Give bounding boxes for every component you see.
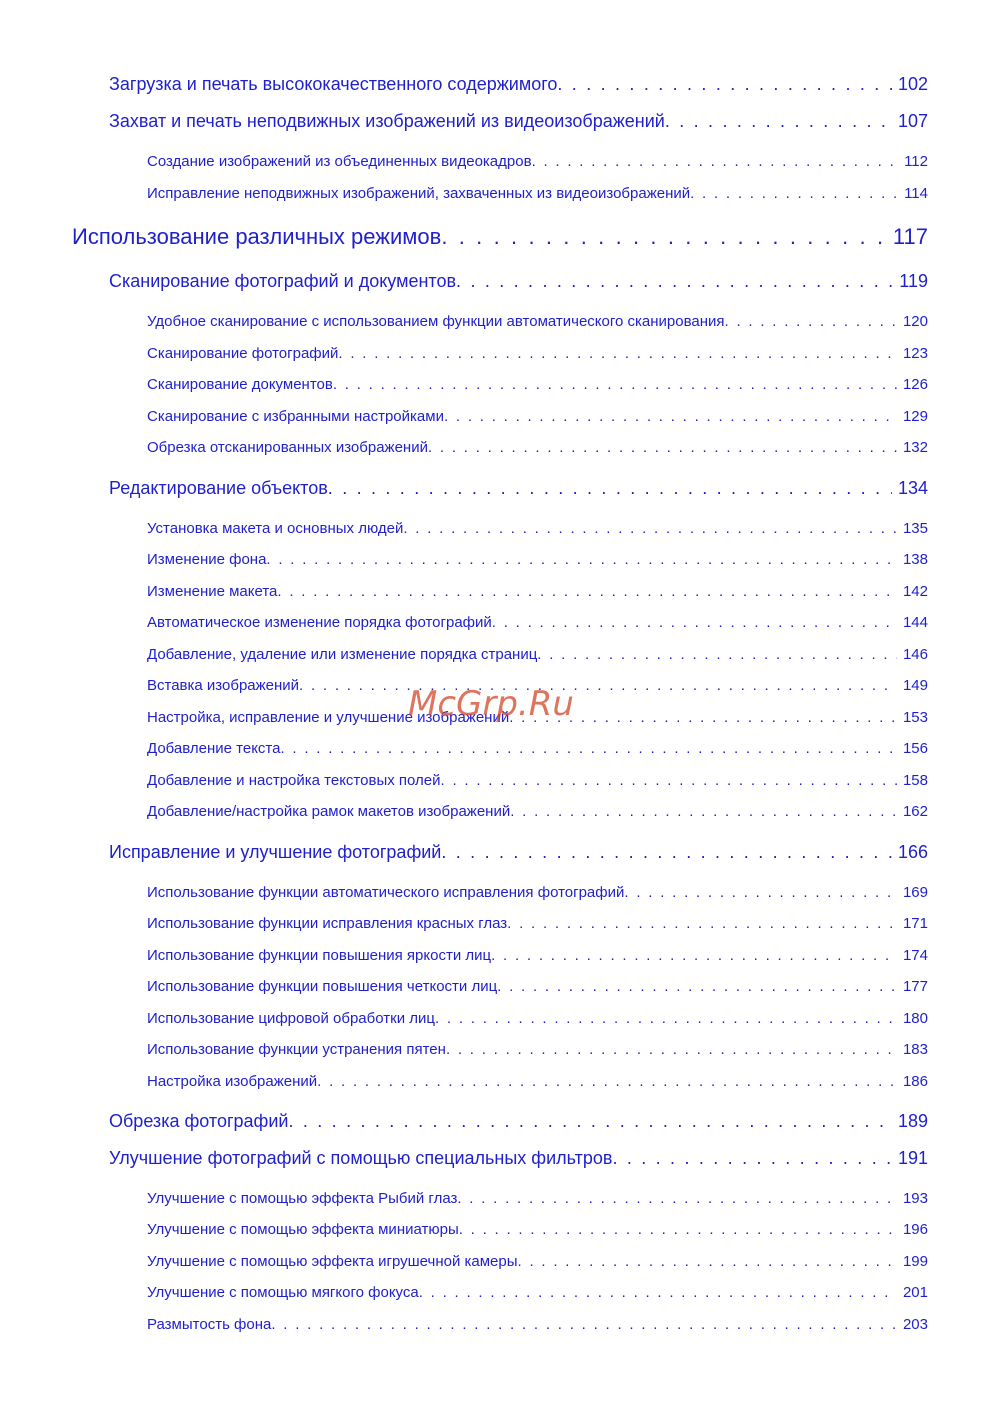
toc-entry-title: Автоматическое изменение порядка фотографий [147, 614, 492, 631]
dot-leader [690, 185, 898, 202]
dot-leader [507, 915, 897, 932]
toc-entry-title: Использование функции повышения четкости лиц [147, 978, 498, 995]
toc-entry-title: Захват и печать неподвижных изображений из видеоизображений [109, 111, 665, 131]
toc-entry-title: Улучшение с помощью эффекта Рыбий глаз [147, 1190, 458, 1207]
toc-entry-page: 119 [899, 271, 928, 291]
dot-leader [441, 842, 892, 863]
toc-entry-title: Использование функции устранения пятен [147, 1041, 446, 1058]
dot-leader [441, 772, 897, 789]
toc-entry-page: 129 [902, 408, 928, 425]
toc-entry-title: Добавление, удаление или изменение порядка страниц [147, 646, 538, 663]
toc-entry-title: Сканирование документов [147, 376, 333, 393]
toc-entry-page: 149 [902, 677, 928, 694]
dot-leader [428, 439, 897, 456]
toc-entry-title: Создание изображений из объединенных видеокадров [147, 153, 532, 170]
dot-leader [338, 345, 897, 362]
toc-entry[interactable] [147, 677, 928, 694]
toc-entry-page: 193 [902, 1190, 928, 1207]
toc-entry-title: Вставка изображений [147, 677, 300, 694]
toc-entry-title: Настройка, исправление и улучшение изображений [147, 709, 510, 726]
toc-entry[interactable] [147, 614, 928, 631]
toc-entry-page: 171 [902, 915, 928, 932]
toc-entry[interactable] [147, 772, 928, 789]
toc-entry[interactable] [109, 1148, 928, 1169]
toc-entry[interactable] [147, 646, 928, 663]
toc-entry-page: 138 [902, 551, 928, 568]
toc-entry-page: 186 [902, 1073, 928, 1090]
toc-entry-page: 191 [897, 1148, 928, 1168]
toc-entry[interactable] [147, 313, 928, 330]
dot-leader [456, 271, 893, 292]
toc-entry-page: 120 [902, 313, 928, 330]
toc-entry[interactable] [147, 947, 928, 964]
toc-entry-page: 166 [897, 842, 928, 862]
toc-entry[interactable] [147, 1221, 928, 1238]
toc-entry-title: Изменение макета [147, 583, 278, 600]
dot-leader [557, 74, 892, 95]
dot-leader [266, 551, 897, 568]
toc-entry-page: 196 [902, 1221, 928, 1238]
dot-leader [435, 1010, 897, 1027]
dot-leader [317, 1073, 897, 1090]
toc-entry-title: Использование цифровой обработки лиц [147, 1010, 435, 1027]
dot-leader [441, 224, 887, 250]
toc-entry-page: 203 [902, 1316, 928, 1333]
toc-entry[interactable] [147, 709, 928, 726]
toc-entry[interactable] [109, 842, 928, 863]
toc-entry-title: Использование функции автоматического исправления фотографий [147, 884, 625, 901]
toc-entry-title: Размытость фона [147, 1316, 272, 1333]
dot-leader [612, 1148, 892, 1169]
dot-leader [280, 740, 896, 757]
toc-entry[interactable] [147, 1041, 928, 1058]
dot-leader [510, 803, 897, 820]
toc-entry-title: Улучшение с помощью эффекта игрушечной камеры [147, 1253, 518, 1270]
toc-entry-title: Сканирование фотографий и документов [109, 271, 457, 291]
toc-entry-title: Обрезка отсканированных изображений [147, 439, 428, 456]
toc-entry[interactable] [147, 1316, 928, 1333]
dot-leader [277, 583, 897, 600]
toc-entry-page: 201 [902, 1284, 928, 1301]
toc-entry-title: Настройка изображений [147, 1073, 318, 1090]
toc-entry-title: Улучшение с помощью эффекта миниатюры [147, 1221, 459, 1238]
dot-leader [419, 1284, 897, 1301]
toc-entry-title: Сканирование фотографий [147, 345, 339, 362]
toc-entry-title: Использование функции повышения яркости лиц [147, 947, 492, 964]
toc-entry[interactable] [147, 1284, 928, 1301]
toc-entry[interactable] [109, 478, 928, 499]
toc-entry[interactable] [147, 884, 928, 901]
toc-entry-page: 142 [902, 583, 928, 600]
toc-entry[interactable] [147, 345, 928, 362]
dot-leader [665, 111, 892, 132]
toc-entry[interactable] [147, 408, 928, 425]
toc-entry-page: 199 [902, 1253, 928, 1270]
dot-leader [446, 1041, 897, 1058]
dot-leader [624, 884, 897, 901]
toc-entry-page: 135 [902, 520, 928, 537]
toc-entry-title: Добавление текста [147, 740, 281, 757]
toc-entry-title: Использование различных режимов [72, 224, 442, 249]
toc-entry[interactable] [147, 740, 928, 757]
toc-entry-title: Удобное сканирование с использованием функции автоматического сканирования [147, 313, 725, 330]
toc-entry-title: Изменение фона [147, 551, 267, 568]
toc-entry-page: 114 [904, 185, 928, 202]
dot-leader [457, 1190, 897, 1207]
toc-entry-page: 144 [902, 614, 928, 631]
toc-entry-page: 153 [902, 709, 928, 726]
dot-leader [509, 709, 897, 726]
dot-leader [518, 1253, 897, 1270]
toc-entry[interactable] [147, 803, 928, 820]
toc-entry-title: Обрезка фотографий [109, 1111, 289, 1131]
dot-leader [725, 313, 897, 330]
dot-leader [271, 1316, 897, 1333]
toc-entry[interactable] [109, 111, 928, 132]
toc-entry-page: 174 [902, 947, 928, 964]
toc-entry-title: Сканирование с избранными настройками [147, 408, 444, 425]
dot-leader [492, 614, 897, 631]
toc-entry[interactable] [147, 1073, 928, 1090]
toc-entry[interactable] [147, 153, 928, 170]
toc-entry-page: 126 [902, 376, 928, 393]
toc-entry-page: 146 [902, 646, 928, 663]
dot-leader [444, 408, 897, 425]
toc-entry[interactable] [147, 1253, 928, 1270]
toc-entry-page: 177 [902, 978, 928, 995]
watermark-logo: McGrp.Ru [408, 684, 574, 724]
toc-entry-page: 183 [902, 1041, 928, 1058]
toc-entry-page: 112 [904, 153, 928, 170]
toc-entry-title: Использование функции исправления красных глаз [147, 915, 508, 932]
toc-entry-title: Улучшение с помощью мягкого фокуса [147, 1284, 419, 1301]
dot-leader [491, 947, 897, 964]
toc-entry-title: Добавление и настройка текстовых полей [147, 772, 441, 789]
toc-entry[interactable] [72, 224, 928, 250]
toc-entry-page: 180 [902, 1010, 928, 1027]
toc-entry[interactable] [147, 1190, 928, 1207]
toc-entry[interactable] [147, 520, 928, 537]
toc-entry-page: 102 [897, 74, 928, 94]
toc-entry[interactable] [147, 915, 928, 932]
toc-entry-title: Установка макета и основных людей [147, 520, 404, 537]
toc-entry[interactable] [147, 439, 928, 456]
toc-entry[interactable] [109, 271, 928, 292]
toc-entry-page: 162 [902, 803, 928, 820]
toc-entry-page: 169 [902, 884, 928, 901]
dot-leader [328, 478, 892, 499]
toc-entry[interactable] [147, 551, 928, 568]
toc-entry-page: 134 [897, 478, 928, 498]
toc-entry-title: Улучшение фотографий с помощью специальных фильтров [109, 1148, 613, 1168]
dot-leader [288, 1111, 891, 1132]
toc-entry-page: 156 [902, 740, 928, 757]
toc-entry-title: Исправление и улучшение фотографий [109, 842, 442, 862]
toc-entry[interactable] [147, 376, 928, 393]
toc-entry-title: Загрузка и печать высококачественного содержимого [109, 74, 558, 94]
dot-leader [333, 376, 897, 393]
dot-leader [537, 646, 897, 663]
toc-entry-page: 123 [902, 345, 928, 362]
toc-entry-title: Редактирование объектов [109, 478, 328, 498]
toc-entry[interactable] [147, 1010, 928, 1027]
toc-entry-page: 189 [897, 1111, 928, 1131]
dot-leader [532, 153, 899, 170]
toc-entry[interactable] [109, 74, 928, 95]
toc-entry-title: Добавление/настройка рамок макетов изображений [147, 803, 511, 820]
toc-entry[interactable] [147, 583, 928, 600]
dot-leader [299, 677, 897, 694]
dot-leader [497, 978, 897, 995]
toc-entry-title: Исправление неподвижных изображений, захваченных из видеоизображений [147, 185, 691, 202]
dot-leader [459, 1221, 897, 1238]
toc-entry-page: 107 [897, 111, 928, 131]
toc-entry-page: 117 [892, 224, 928, 249]
toc-entry-page: 158 [902, 772, 928, 789]
dot-leader [403, 520, 897, 537]
toc-entry[interactable] [147, 978, 928, 995]
toc-entry-page: 132 [902, 439, 928, 456]
toc-entry[interactable] [147, 185, 928, 202]
toc-entry[interactable] [109, 1111, 928, 1132]
